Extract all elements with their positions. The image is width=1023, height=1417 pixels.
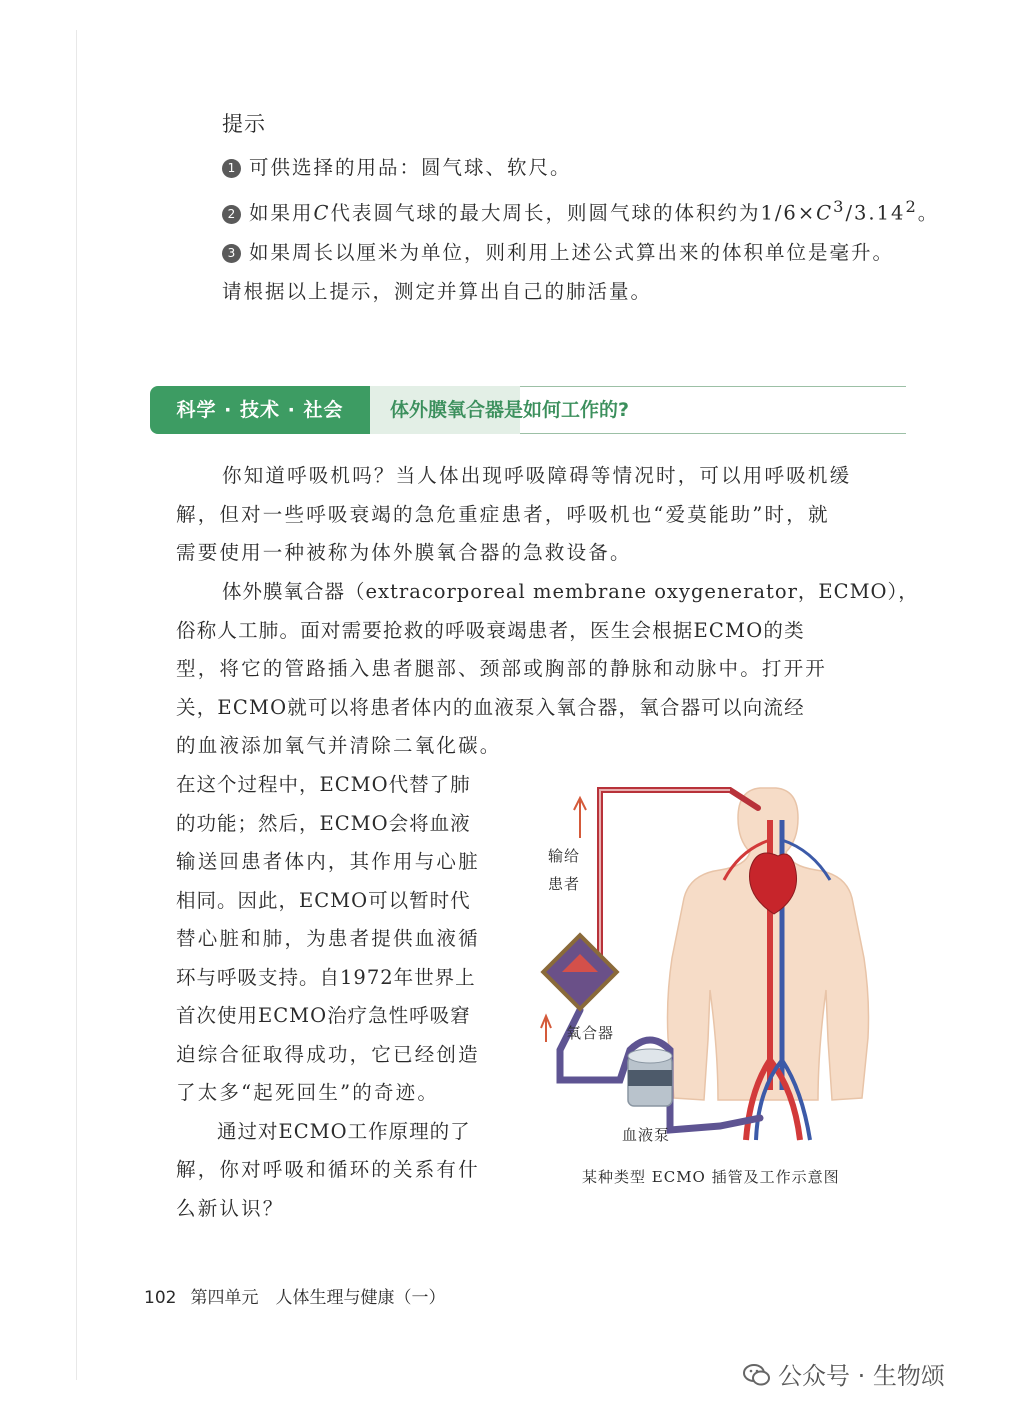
arrow-up-icon xyxy=(574,798,586,838)
col-line: 的功能；然后，ECMO会将血液 xyxy=(176,811,471,835)
wechat-icon xyxy=(742,1362,772,1388)
tip-text-2-post: /3.14 xyxy=(845,201,906,225)
tip-text-1: 可供选择的用品：圆气球、软尺。 xyxy=(249,156,572,179)
col-line: 输送回患者体内，其作用与心脏 xyxy=(176,850,480,873)
tips-block xyxy=(222,108,940,311)
section-title: 体外膜氧合器是如何工作的? xyxy=(390,399,630,421)
tip-item-2 xyxy=(222,187,940,233)
page-edge xyxy=(76,30,77,1380)
tip-var-c: C xyxy=(313,201,331,225)
col-line: 首次使用ECMO治疗急性呼吸窘 xyxy=(176,1004,471,1027)
oxygenator-device xyxy=(543,935,617,1009)
page-footer xyxy=(144,1283,445,1308)
p1-line: 解，但对一些呼吸衰竭的急危重症患者，呼吸机也“爱莫能助”时，就 xyxy=(176,502,830,526)
tip-text-2-end: 。 xyxy=(917,201,940,225)
section-header xyxy=(150,386,906,434)
col-line: 替心脏和肺，为患者提供血液循 xyxy=(176,927,480,950)
ecmo-illustration xyxy=(520,760,880,1160)
number-1-icon: 1 xyxy=(222,159,241,178)
tip-var-c2: C xyxy=(816,201,834,225)
p2-line: 关，ECMO就可以将患者体内的血液泵入氧合器，氧合器可以向流经 xyxy=(176,695,805,719)
paragraph-1 xyxy=(176,457,878,573)
tip-item-1 xyxy=(222,148,902,187)
tip-text-2-pre: 如果用 xyxy=(249,201,314,225)
p2-line: 俗称人工肺。面对需要抢救的呼吸衰竭患者，医生会根据ECMO的类 xyxy=(176,618,805,642)
col-line: 通过对ECMO工作原理的了 xyxy=(176,1119,471,1143)
label-deliver-2: 患者 xyxy=(548,875,581,893)
tip-text-3: 如果周长以厘米为单位，则利用上述公式算出来的体积单位是毫升。 xyxy=(249,240,895,264)
col-line: 迫综合征取得成功，它已经创造 xyxy=(176,1042,480,1066)
tip-text-2-mid: 代表圆气球的最大周长，则圆气球的体积约为1/6× xyxy=(330,201,817,225)
blood-pump-device xyxy=(628,1049,672,1106)
tips-closing: 请根据以上提示，测定并算出自己的肺活量。 xyxy=(222,279,653,303)
p1-line: 需要使用一种被称为体外膜氧合器的急救设备。 xyxy=(176,541,632,564)
label-oxygenator: 氧合器 xyxy=(566,1024,615,1042)
section-tag: 科学 · 技术 · 社会 xyxy=(150,386,370,434)
paragraph-2 xyxy=(176,573,919,766)
watermark xyxy=(742,1356,945,1391)
col-line: 么新认识？ xyxy=(176,1196,285,1220)
watermark-text: 公众号 · 生物颂 xyxy=(778,1362,945,1390)
p2-line: 的血液添加氧气并清除二氧化碳。 xyxy=(176,734,502,757)
p1-line: 你知道呼吸机吗？当人体出现呼吸障碍等情况时，可以用呼吸机缓 xyxy=(222,464,852,487)
tip-sup-3: 3 xyxy=(833,197,846,216)
label-deliver-1: 输给 xyxy=(548,847,581,865)
p2-line: 型，将它的管路插入患者腿部、颈部或胸部的静脉和动脉中。打开开 xyxy=(176,657,828,680)
col-line: 了太多“起死回生”的奇迹。 xyxy=(176,1081,440,1104)
col-line: 在这个过程中，ECMO代替了肺 xyxy=(176,773,471,796)
col-line: 环与呼吸支持。自1972年世界上 xyxy=(176,965,476,989)
unit-title: 第四单元 人体生理与健康（一） xyxy=(190,1288,446,1308)
tip-sup-2: 2 xyxy=(905,197,918,216)
page-number: 102 xyxy=(144,1288,177,1308)
label-blood-pump: 血液泵 xyxy=(622,1126,671,1144)
col-line: 相同。因此，ECMO可以暂时代 xyxy=(176,888,471,912)
side-column-text xyxy=(176,766,506,1228)
figure-caption: 某种类型 ECMO 插管及工作示意图 xyxy=(582,1168,840,1186)
number-2-icon: 2 xyxy=(222,205,241,224)
arrow-up-icon xyxy=(541,1016,551,1042)
tips-title: 提示 xyxy=(222,112,266,136)
tip-item-3 xyxy=(222,233,902,272)
p2-line: 体外膜氧合器（extracorporeal membrane oxygenerator，ECMO）， xyxy=(222,580,919,603)
col-line: 解，你对呼吸和循环的关系有什 xyxy=(176,1158,480,1181)
number-3-icon: 3 xyxy=(222,244,241,263)
